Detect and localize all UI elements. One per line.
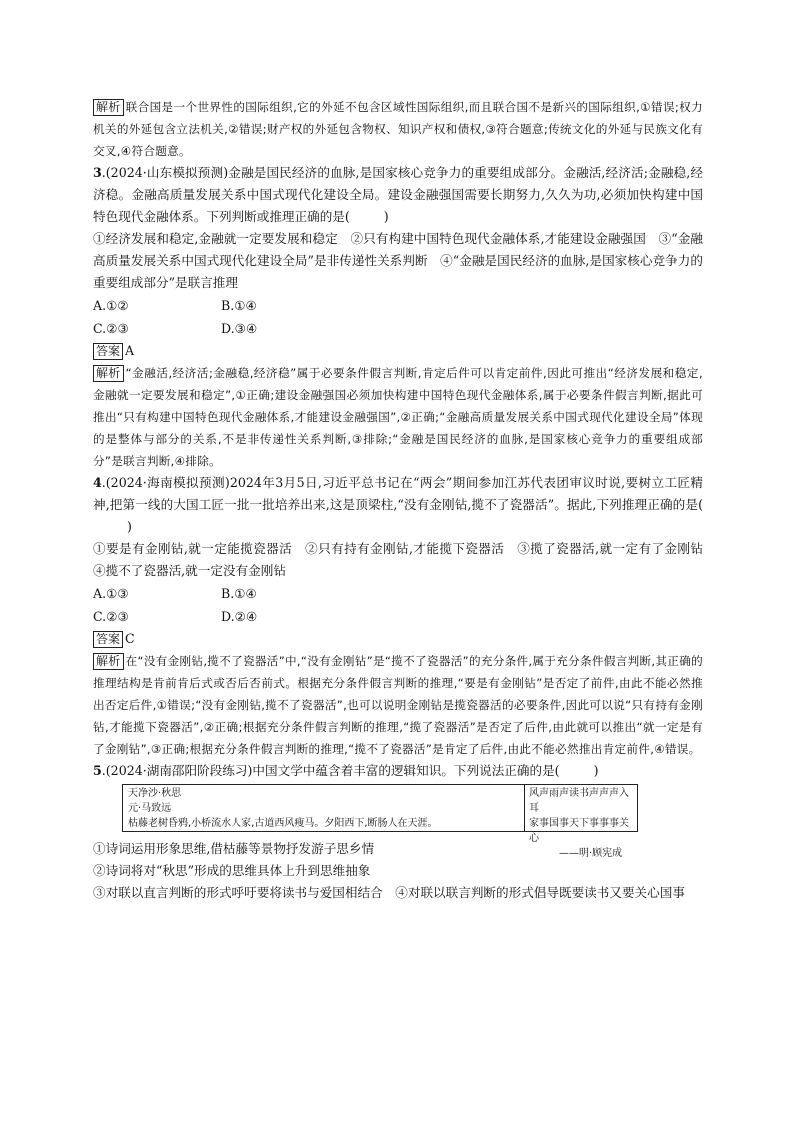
q5-source: .(2024·湖南邵阳阶段练习)	[101, 763, 253, 778]
q3-analysis-text: “金融活,经济活;金融稳,经济稳”属于必要条件假言判断,肯定后件可以肯定前件,因此可推出“经济发展和稳定,金融就一定要发展和稳定”,①正确;建设金融强国必须加快构建中国特色现代金融体系,属于必要条件假言判断,据此可推出“只有构建中国特色现代金融体系,才能建设金融强国”,②正确;“金融高质量发展关系中国式现代化建设全局”体现的是整体与部分的关系,不是非传递性关系判断,③排除;“金融是国民经济的血脉,是国家核心竞争力的重要组成部分”是联言判断,④排除。	[93, 366, 703, 468]
q3-analysis	[93, 362, 703, 472]
q3-options-row1	[93, 294, 703, 317]
answer-tag: 答案	[93, 343, 123, 360]
q3-answer-value: A	[125, 343, 135, 358]
q4-answer	[93, 628, 703, 650]
q3-stem-text: 金融是国民经济的血脉,是国家核心竞争力的重要组成部分。金融活,经济活;金融稳,经济稳。金融高质量发展关系中国式现代化建设全局。建设金融强国需要长期努力,久久为功,必须加快构建中国特色现代金融体系。下列判断或推理正确的是(	[93, 165, 703, 224]
q3-number: 3	[93, 165, 102, 180]
poem-author: 元·马致远	[128, 803, 172, 814]
couplet-signature: ——明·顾宪成	[559, 848, 623, 859]
couplet-line2: 家事国事天下事事事关心	[529, 818, 629, 844]
q3-option-c[interactable]: C.②③	[93, 321, 129, 336]
q3-answer	[93, 340, 703, 362]
q2-analysis-text: 联合国是一个世界性的国际组织,它的外延不包含区域性国际组织,而且联合国不是新兴的国际组织,①错误;权力机关的外延包含立法机关,②错误;财产权的外延包含物权、知识产权和债权,③符合题意;传统文化的外延与民族文化有交叉,④符合题意。	[93, 100, 703, 158]
q4-option-a[interactable]: A.①③	[93, 586, 129, 601]
q5-stem-end: )	[593, 763, 599, 778]
q4-analysis	[93, 650, 703, 760]
q4-stem-text: 2024年3月5日,习近平总书记在“两会”期间参加江苏代表团审议时说,要树立工匠精神,把第一线的大国工匠一批一批培养出来,这是顶梁柱,“没有金刚钻,揽不了瓷器活”。据此,下列推理正确的是(	[93, 475, 703, 512]
analysis-tag: 解析	[93, 365, 124, 382]
q4-number: 4	[93, 475, 102, 490]
q4-source: .(2024·海南模拟预测)	[101, 475, 230, 490]
q4-options-row1	[93, 582, 703, 605]
q3-statements: ①经济发展和稳定,金融就一定要发展和稳定 ②只有构建中国特色现代金融体系,才能建设金融强国 ③“金融高质量发展关系中国式现代化建设全局”是非传递性关系判断 ④“金融是国民经济的血脉,是国家核心竞争力的重要组成部分”是联言推理	[93, 231, 703, 290]
q3-options-row2	[93, 317, 703, 340]
q5-stem-text: 中国文学中蕴含着丰富的逻辑知识。下列说法正确的是(	[252, 763, 560, 778]
q3-option-b[interactable]: B.①④	[221, 298, 257, 313]
q3-stem-end: )	[383, 209, 389, 224]
document-page	[93, 96, 716, 904]
q4-statements: ①要是有金刚钻,就一定能揽瓷器活 ②只有持有金刚钻,才能揽下瓷器活 ③揽了瓷器活,就一定有了金刚钻 ④揽不了瓷器活,就一定没有金刚钻	[93, 541, 716, 578]
q3-source: .(2024·山东模拟预测)	[101, 165, 229, 180]
answer-tag: 答案	[93, 631, 123, 648]
q4-options-row2	[93, 605, 703, 628]
analysis-tag: 解析	[93, 653, 124, 670]
question-4-stem	[93, 472, 703, 538]
q2-analysis	[93, 96, 703, 162]
analysis-tag: 解析	[93, 99, 124, 116]
q5-statement-2: ②诗词将对“秋思”形成的思维具体上升到思维抽象	[93, 863, 371, 878]
q3-option-a[interactable]: A.①②	[93, 298, 129, 313]
poem-cell	[123, 785, 525, 831]
q5-statement-3-4: ③对联以直言判断的形式呼吁要将读书与爱国相结合 ④对联以联言判断的形式倡导既要读书又要关心国事	[93, 885, 685, 900]
q4-option-c[interactable]: C.②③	[93, 609, 129, 624]
question-5-stem	[93, 760, 703, 782]
q5-number: 5	[93, 763, 102, 778]
poem-title: 天净沙·秋思	[128, 788, 182, 799]
couplet-line1: 风声雨声读书声声声入耳	[529, 788, 629, 814]
q5-statement-1: ①诗词运用形象思维,借枯藤等景物抒发游子思乡情	[93, 841, 375, 856]
question-3-stem	[93, 162, 703, 228]
q4-option-d[interactable]: D.②④	[221, 609, 258, 624]
q4-stem-end: )	[127, 519, 132, 534]
q4-analysis-text: 在“没有金刚钻,揽不了瓷器活”中,“没有金刚钻”是“揽不了瓷器活”的充分条件,属于充分条件假言判断,其正确的推理结构是肯前肯后式或否后否前式。根据充分条件假言判断的推理,“要是有金刚钻”是否定了前件,由此不能必然推出否定后件,①错误;“没有金刚钻,揽不了瓷器活”,也可以说明金刚钻是揽瓷器活的必要条件,因此可以说“只有持有金刚钻,才能揽下瓷器活”,②正确;根据充分条件假言判断的推理,“揽了瓷器活”是否定了后件,由此就可以推出“就一定是有了金刚钻”,③正确;根据充分条件假言判断的推理,“揽不了瓷器活”是肯定了后件,由此不能必然推出肯定前件,④错误。	[93, 654, 703, 756]
poem-text: 枯藤老树昏鸦,小桥流水人家,古道西风瘦马。夕阳西下,断肠人在天涯。	[128, 818, 438, 829]
couplet-cell	[525, 785, 637, 859]
q4-answer-value: C	[125, 631, 135, 646]
q4-option-b[interactable]: B.①④	[221, 586, 257, 601]
q3-option-d[interactable]: D.③④	[221, 321, 258, 336]
